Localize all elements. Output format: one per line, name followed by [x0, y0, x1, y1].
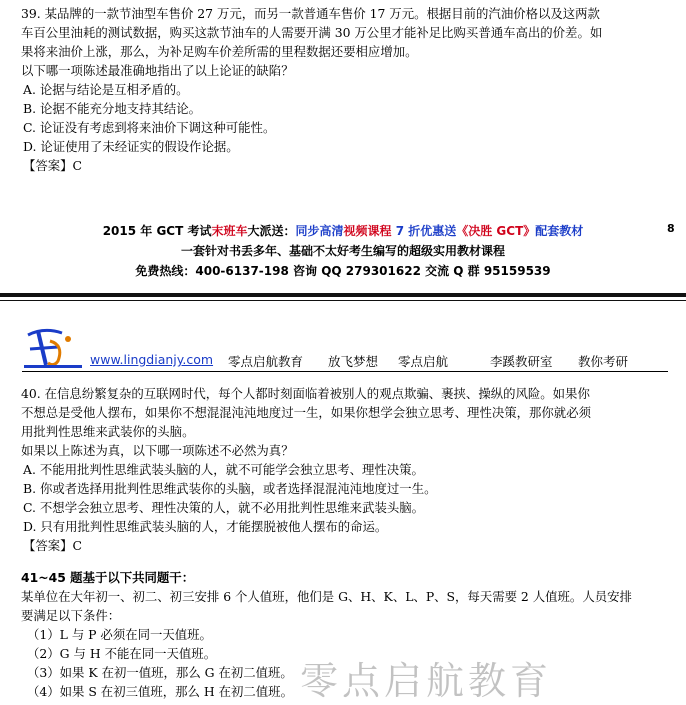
q40-answer: 【答案】C — [23, 538, 83, 553]
q40-stem-line-1: 40. 在信息纷繁复杂的互联网时代，每个人都时刻面临着被别人的观点欺骗、裹挟、操纵的风险。如果你 — [21, 386, 590, 401]
q40-option-c: C. 不想学会独立思考、理性决策的人，就不必用批判性思维来武装头脑。 — [23, 500, 425, 515]
header-rule — [22, 371, 668, 372]
q40-stem-line-2: 不想总是受他人摆布，如果你不想混混沌沌地度过一生，如果你想学会独立思考、理性决策，那你就必须 — [21, 405, 591, 420]
condition-4: （4）如果 S 在初三值班，那么 H 在初二值班。 — [27, 684, 293, 699]
common-intro-line-2: 要满足以下条件： — [21, 608, 121, 623]
condition-3: （3）如果 K 在初一值班，那么 G 在初二值班。 — [27, 665, 293, 680]
question-40 — [21, 384, 671, 555]
header-item-3: 零点启航 — [398, 354, 449, 369]
footer-promo-pre: 2015 年 GCT 考试 — [102, 224, 212, 238]
common-intro-line-1: 某单位在大年初一、初二、初三安排 6 个人值班，他们是 G、H、K、L、P、S，每天需要 2 人值班。人员安排 — [21, 589, 632, 604]
footer-contact: 免费热线：400-6137-198 咨询 QQ 279301622 交流 Q 群 95159539 — [135, 264, 551, 278]
q40-option-a: A. 不能用批判性思维武装头脑的人，就不可能学会独立思考、理性决策。 — [23, 462, 424, 477]
q40-stem-line-3: 用批判性思维来武装你的头脑。 — [21, 424, 195, 439]
condition-2: （2）G 与 H 不能在同一天值班。 — [27, 646, 217, 661]
q39-stem-line-2: 车百公里油耗的测试数据，购买这款节油车的人需要开满 30 万公里才能补足比购买普通车高出的价差。如 — [21, 25, 603, 40]
q39-option-d: D. 论证使用了未经证实的假设作论据。 — [23, 139, 239, 154]
page-footer — [0, 221, 686, 281]
question-39 — [21, 4, 671, 175]
page-number: 8 — [667, 222, 675, 235]
header-item-5: 教你考研 — [578, 354, 629, 369]
page-separator-thin — [0, 300, 686, 301]
q39-answer: 【答案】C — [23, 158, 83, 173]
footer-promo-mid: 大派送： — [247, 224, 296, 238]
q39-option-a: A. 论据与结论是互相矛盾的。 — [23, 82, 189, 97]
footer-promo-line — [0, 221, 686, 241]
q39-option-b: B. 论据不能充分地支持其结论。 — [23, 101, 202, 116]
footer-description: 一套针对书丢多年、基础不太好考生编写的超级实用教材课程 — [180, 244, 505, 258]
footer-promo-material: 配套教材 — [535, 224, 584, 238]
q39-question: 以下哪一项陈述最准确地指出了以上论证的缺陷？ — [21, 63, 294, 78]
condition-1: （1）L 与 P 必须在同一天值班。 — [27, 627, 212, 642]
header-item-2: 放飞梦想 — [328, 354, 379, 369]
q40-option-b: B. 你或者选择用批判性思维武装你的头脑，或者选择混混沌沌地度过一生。 — [23, 481, 437, 496]
footer-promo-video: 视频课程 — [343, 224, 392, 238]
q39-stem-line-3: 果将来油价上涨，那么，为补足购车价差所需的里程数据还要相应增加。 — [21, 44, 418, 59]
common-stem-title: 41~45 题基于以下共同题干： — [21, 570, 195, 585]
q40-option-d: D. 只有用批判性思维武装头脑的人，才能摆脱被他人摆布的命运。 — [23, 519, 388, 534]
footer-promo-highlight: 末班车 — [211, 224, 248, 238]
site-link[interactable]: www.lingdianjy.com — [90, 352, 214, 367]
footer-promo-sync: 同步高清 — [295, 224, 344, 238]
lingdian-logo-icon — [24, 325, 82, 369]
q39-option-c: C. 论证没有考虑到将来油价下调这种可能性。 — [23, 120, 276, 135]
footer-promo-book: 《决胜 GCT》 — [456, 224, 536, 238]
q39-stem-line-1: 39. 某品牌的一款节油型车售价 27 万元，而另一款普通车售价 17 万元。根据目前的汽油价格以及这两款 — [21, 6, 600, 21]
header-item-1: 零点启航教育 — [228, 354, 304, 369]
footer-promo-discount: 7 折优惠送 — [391, 224, 457, 238]
page-separator-thick — [0, 293, 686, 297]
header-item-4: 李蹊教研室 — [490, 354, 553, 369]
watermark: 零点启航教育 — [300, 659, 553, 703]
q40-question: 如果以上陈述为真，以下哪一项陈述不必然为真？ — [21, 443, 294, 458]
